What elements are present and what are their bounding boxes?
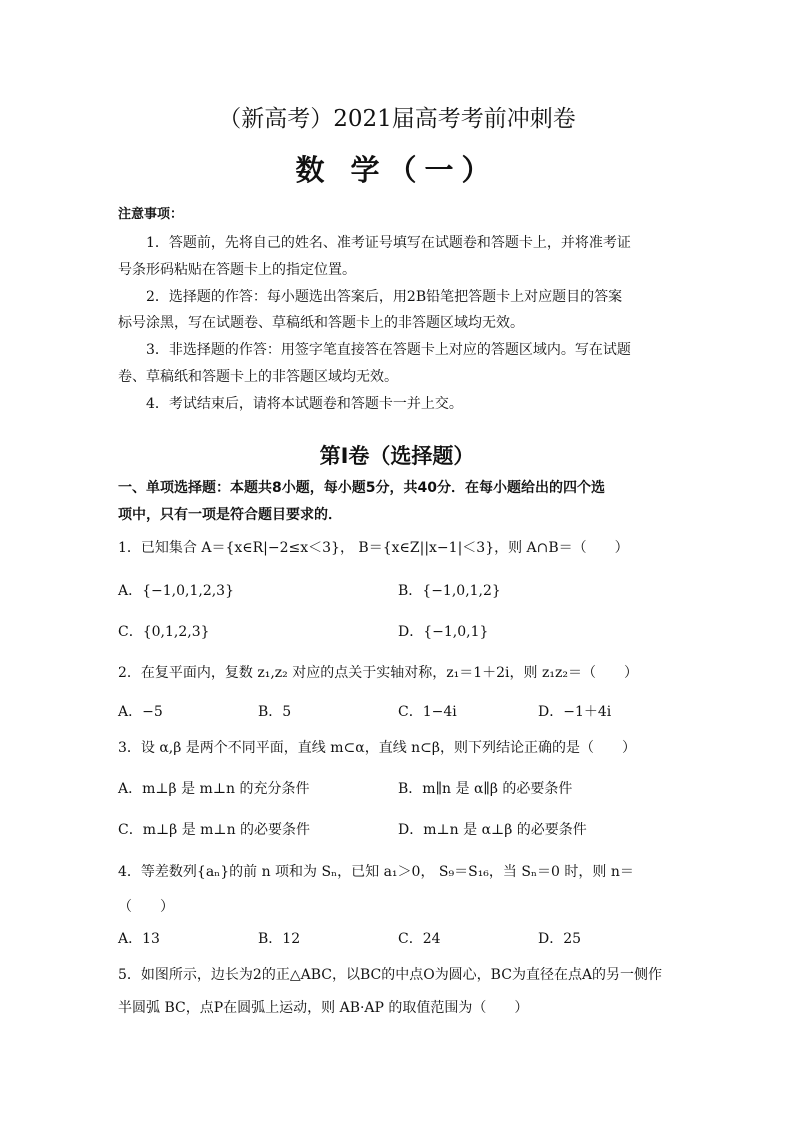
question-3-stem: 3．设 α,β 是两个不同平面，直线 m⊂α，直线 n⊂β，则下列结论正确的是（ ） [118,740,637,756]
question-1-stem: 1．已知集合 A＝{x∈R|−2≤x＜3}， B＝{x∈Z||x−1|＜3}，则 A∩B＝（ ） [118,540,629,556]
question-5-stem-line-2: 半圆弧 BC，点P在圆弧上运动，则 AB·AP 的取值范围为（ ） [118,1000,529,1016]
question-4-option-d: D．25 [538,931,582,947]
question-1-option-a: A．{−1,0,1,2,3} [118,583,234,599]
question-4-answer-blank: （ ） [118,899,174,915]
question-4-option-c: C．24 [398,931,441,947]
notice-item-2-line-2: 标号涂黑，写在试题卷、草稿纸和答题卡上的非答题区域均无效。 [118,315,524,331]
question-5-stem-line-1: 5．如图所示，边长为2的正△ABC，以BC的中点O为圆心，BC为直径在点A的另一侧作 [118,967,663,983]
question-2-option-d: D．−1＋4i [538,704,612,720]
question-2-option-a: A．−5 [118,704,163,720]
question-2-stem: 2．在复平面内，复数 z₁,z₂ 对应的点关于实轴对称，z₁＝1＋2i，则 z₁z₂＝（ ） [118,665,638,681]
notice-item-2-line-1: 2．选择题的作答：每小题选出答案后，用2B铅笔把答题卡上对应题目的答案 [146,289,623,305]
notice-item-3-line-2: 卷、草稿纸和答题卡上的非答题区域均无效。 [118,369,398,385]
question-3-option-c: C．m⊥β 是 m⊥n 的必要条件 [118,822,311,838]
question-3-option-d: D．m⊥n 是 α⊥β 的必要条件 [398,822,587,838]
question-2-option-c: C．1−4i [398,704,457,720]
question-4-option-b: B．12 [258,931,301,947]
section-intro-line-1: 一、单项选择题：本题共8小题，每小题5分，共40分．在每小题给出的四个选 [118,480,605,496]
question-1-option-d: D．{−1,0,1} [398,624,489,640]
notice-item-3-line-1: 3．非选择题的作答：用签字笔直接答在答题卡上对应的答题区域内。写在试题 [146,342,631,358]
question-2-option-b: B．5 [258,704,292,720]
question-3-option-a: A．m⊥β 是 m⊥n 的充分条件 [118,781,310,797]
notice-item-4-line-1: 4．考试结束后，请将本试题卷和答题卡一并上交。 [146,396,463,412]
exam-title: （新高考）2021届高考考前冲刺卷 [218,106,576,132]
section-intro-line-2: 项中，只有一项是符合题目要求的． [118,507,342,523]
exam-subtitle: 数 学（一） [295,153,499,187]
question-4-option-a: A．13 [118,931,160,947]
question-1-option-b: B．{−1,0,1,2} [398,583,501,599]
notice-item-1-line-1: 1．答题前，先将自己的姓名、准考证号填写在试题卷和答题卡上，并将准考证 [146,235,631,251]
section-title: 第Ⅰ卷（选择题） [319,444,475,468]
question-4-stem: 4．等差数列{aₙ}的前 n 项和为 Sₙ，已知 a₁＞0， S₉＝S₁₆，当 Sₙ＝0 时，则 n＝ [118,864,634,880]
notice-heading: 注意事项： [118,207,184,222]
question-1-option-c: C．{0,1,2,3} [118,624,210,640]
notice-item-1-line-2: 号条形码粘贴在答题卡上的指定位置。 [118,262,356,278]
question-3-option-b: B．m∥n 是 α∥β 的必要条件 [398,781,573,797]
